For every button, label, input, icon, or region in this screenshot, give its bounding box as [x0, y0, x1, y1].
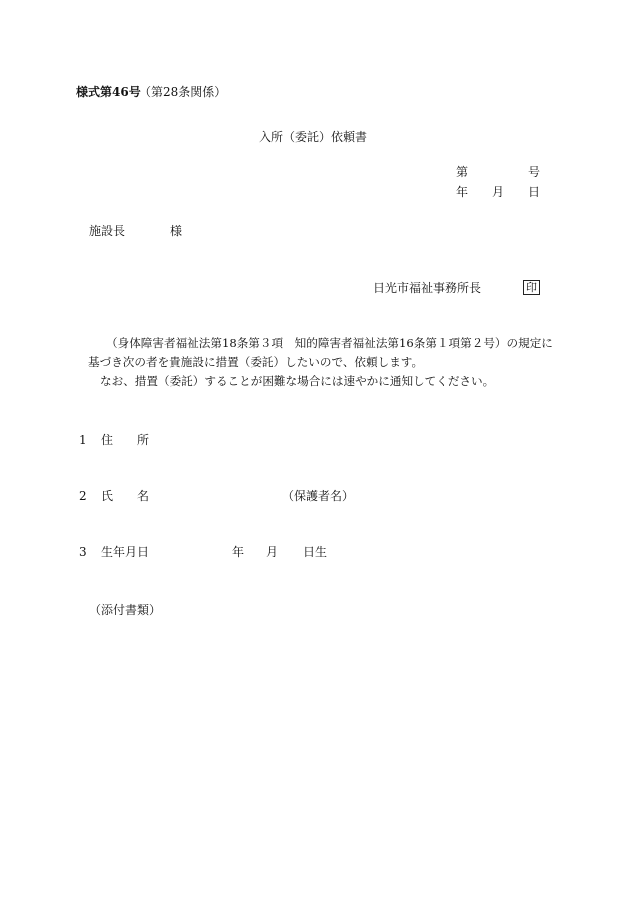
- document-title: 入所（委託）依頼書: [259, 130, 368, 144]
- seal-text: 印: [523, 280, 540, 295]
- item-address-label: 住 所: [101, 433, 150, 447]
- date-year: 年: [456, 185, 469, 199]
- item-birth-day: 日生: [303, 545, 328, 559]
- form-relation: （第28条関係）: [139, 85, 227, 99]
- date-month: 月: [492, 185, 505, 199]
- doc-number-dai: 第: [456, 165, 469, 179]
- body-line-1: （身体障害者福祉法第18条第３項 知的障害者福祉法第16条第１項第２号）の規定に: [106, 336, 553, 350]
- item-birth-month: 月: [266, 545, 279, 559]
- item-name-label: 氏 名: [101, 489, 150, 503]
- addressee-name: 施設長: [89, 224, 126, 238]
- body-line-3: なお、措置（委託）することが困難な場合には速やかに通知してください。: [100, 374, 495, 388]
- item-address-number: 1: [79, 433, 87, 447]
- seal-mark: [523, 280, 540, 295]
- item-birth-number: 3: [79, 545, 87, 559]
- item-birth-label: 生年月日: [101, 545, 150, 559]
- sender-name: 日光市福祉事務所長: [373, 281, 482, 295]
- item-name-number: 2: [79, 489, 87, 503]
- date-day: 日: [528, 185, 541, 199]
- addressee-honorific: 様: [170, 224, 183, 238]
- item-birth-year: 年: [232, 545, 245, 559]
- body-line-2: 基づき次の者を貴施設に措置（委託）したいので、依頼します。: [88, 355, 424, 369]
- attachments-label: （添付書類）: [89, 603, 162, 617]
- item-guardian-label: （保護者名）: [282, 489, 355, 503]
- form-number: 様式第46号: [76, 85, 141, 99]
- doc-number-go: 号: [528, 165, 541, 179]
